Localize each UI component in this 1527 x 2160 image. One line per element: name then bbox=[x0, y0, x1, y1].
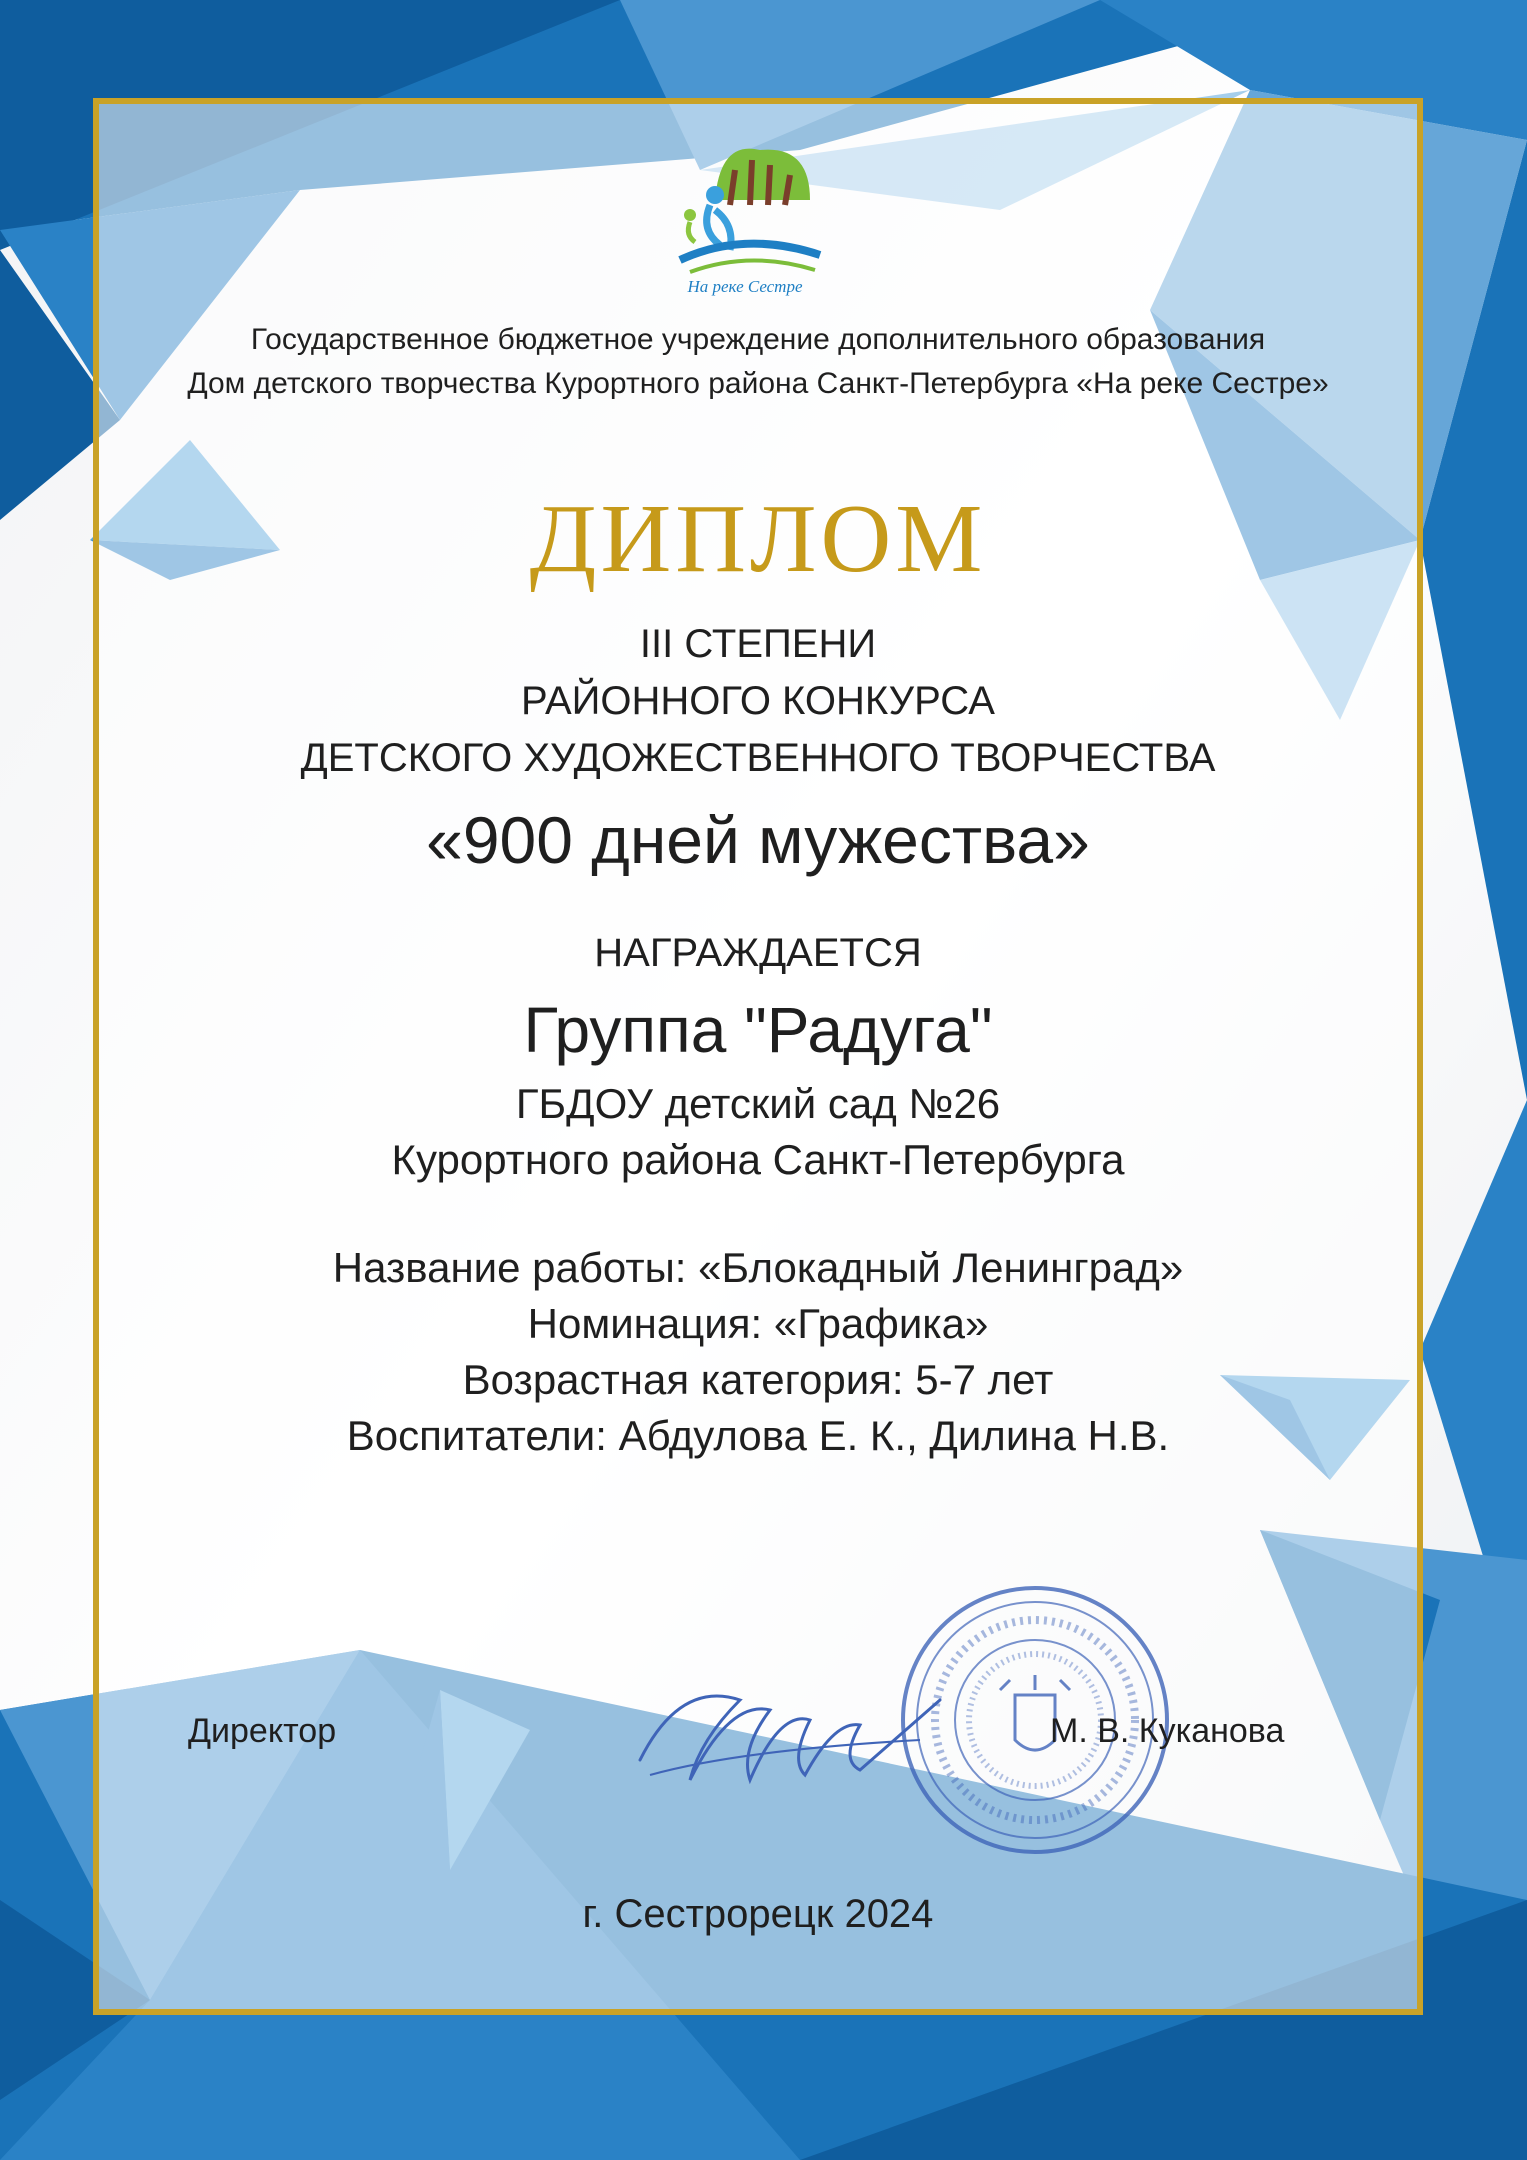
institution-line-1: ГБДОУ детский сад №26 bbox=[515, 1080, 1001, 1127]
degree-line-3: ДЕТСКОГО ХУДОЖЕСТВЕННОГО ТВОРЧЕСТВА bbox=[300, 736, 1216, 780]
organization-name bbox=[93, 318, 1423, 406]
teachers: Воспитатели: Абдулова Е. К., Дилина Н.В. bbox=[346, 1412, 1170, 1459]
recipient-name: Группа "Радуга" bbox=[523, 994, 993, 1066]
work-details bbox=[93, 1240, 1423, 1464]
signatory-name: М. В. Куканова bbox=[1050, 1712, 1285, 1750]
age-category: Возрастная категория: 5-7 лет bbox=[462, 1356, 1054, 1403]
degree-line-1: III СТЕПЕНИ bbox=[639, 622, 877, 666]
contest-name: «900 дней мужества» bbox=[426, 803, 1090, 877]
logo-caption: На реке Сестре bbox=[687, 277, 803, 296]
organization-line-2: Дом детского творчества Курортного района Санкт-Петербурга «На реке Сестре» bbox=[187, 367, 1329, 400]
city-year: г. Сестрорецк 2024 bbox=[582, 1892, 934, 1936]
nomination: Номинация: «Графика» bbox=[527, 1300, 989, 1347]
organization-logo bbox=[660, 130, 830, 300]
degree-line-2: РАЙОННОГО КОНКУРСА bbox=[520, 679, 995, 723]
work-title: Название работы: «Блокадный Ленинград» bbox=[332, 1244, 1184, 1291]
awarded-label: НАГРАЖДАЕТСЯ bbox=[594, 931, 922, 975]
organization-line-1: Государственное бюджетное учреждение дополнительного образования bbox=[250, 323, 1266, 356]
degree-block bbox=[93, 616, 1423, 787]
institution-line-2: Курортного района Санкт-Петербурга bbox=[391, 1136, 1125, 1183]
signature-role: Директор bbox=[188, 1712, 337, 1750]
diploma-title: ДИПЛОМ bbox=[529, 485, 987, 593]
institution-block bbox=[93, 1076, 1423, 1188]
